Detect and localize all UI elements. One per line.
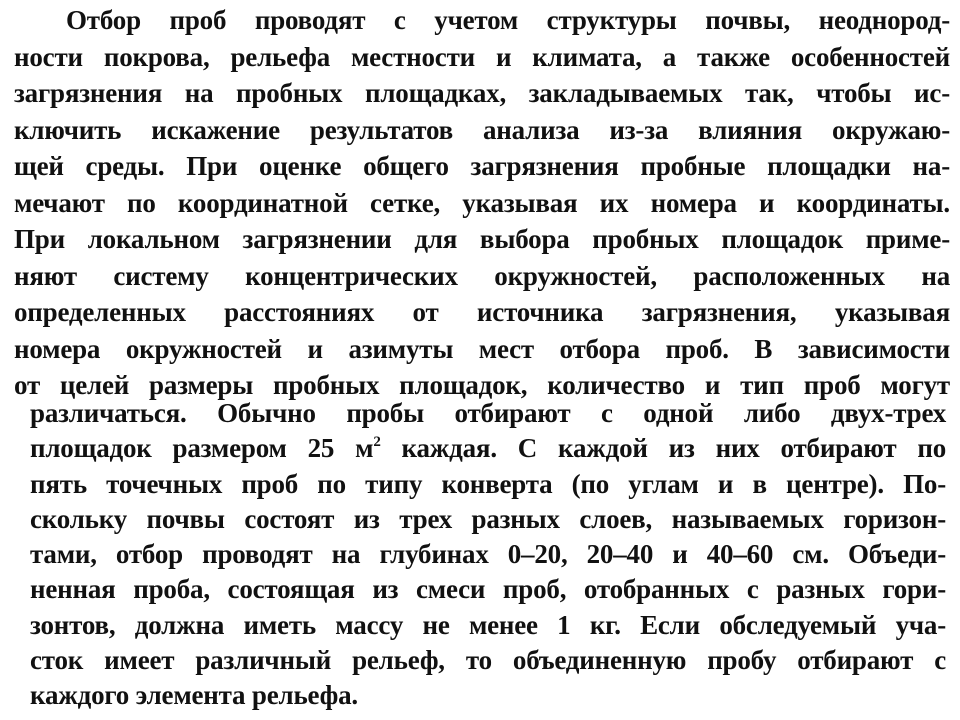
text-line: загрязнения на пробных площадках, закладываемых так, чтобы ис- <box>14 78 950 108</box>
text-line: определенных расстояниях от источника загрязнения, указывая <box>14 297 950 327</box>
paragraph-upper <box>14 2 950 404</box>
text-line: ности покрова, рельефа местности и климата, а также особенностей <box>14 41 950 72</box>
text-line: от целей размеры пробных площадок, количество и тип проб могут <box>14 370 950 400</box>
text-line: ненная проба, состоящая из смеси проб, отобранных с разных гори- <box>30 574 946 605</box>
superscript-exponent: 2 <box>373 434 381 451</box>
text-line: Отбор проб проводят с учетом структуры почвы, неоднород- <box>66 5 950 35</box>
text-fragment: каждая. С каждой из них отбирают по <box>380 433 946 464</box>
paragraph-lower <box>30 396 946 714</box>
text-fragment: площадок размером 25 м <box>30 433 374 464</box>
text-line: различаться. Обычно пробы отбирают с одной либо двух-трех <box>30 398 946 428</box>
text-line: каждого элемента рельефа. <box>30 680 358 711</box>
text-line: сток имеет различный рельеф, то объединенную пробу отбирают с <box>30 645 946 676</box>
text-line: щей среды. При оценке общего загрязнения пробные площадки на- <box>14 151 950 181</box>
text-line: ключить искажение результатов анализа из-за влияния окружаю- <box>14 114 950 145</box>
text-line: пять точечных проб по типу конверта (по углам и в центре). По- <box>30 468 946 499</box>
text-line: тами, отбор проводят на глубинах 0–20, 20–40 и 40–60 см. Объеди- <box>30 539 946 570</box>
text-line: номера окружностей и азимуты мест отбора проб. В зависимости <box>14 333 950 364</box>
text-line: зонтов, должна иметь массу не менее 1 кг. Если обследуемый уча- <box>30 609 946 640</box>
text-line: мечают по координатной сетке, указывая их номера и координаты. <box>14 187 950 218</box>
text-line-with-superscript <box>30 431 946 466</box>
text-line: скольку почвы состоят из трех разных слоев, называемых горизон- <box>30 503 946 534</box>
text-line: При локальном загрязнении для выбора пробных площадок приме- <box>14 224 950 254</box>
text-line: няют систему концентрических окружностей, расположенных на <box>14 260 950 291</box>
